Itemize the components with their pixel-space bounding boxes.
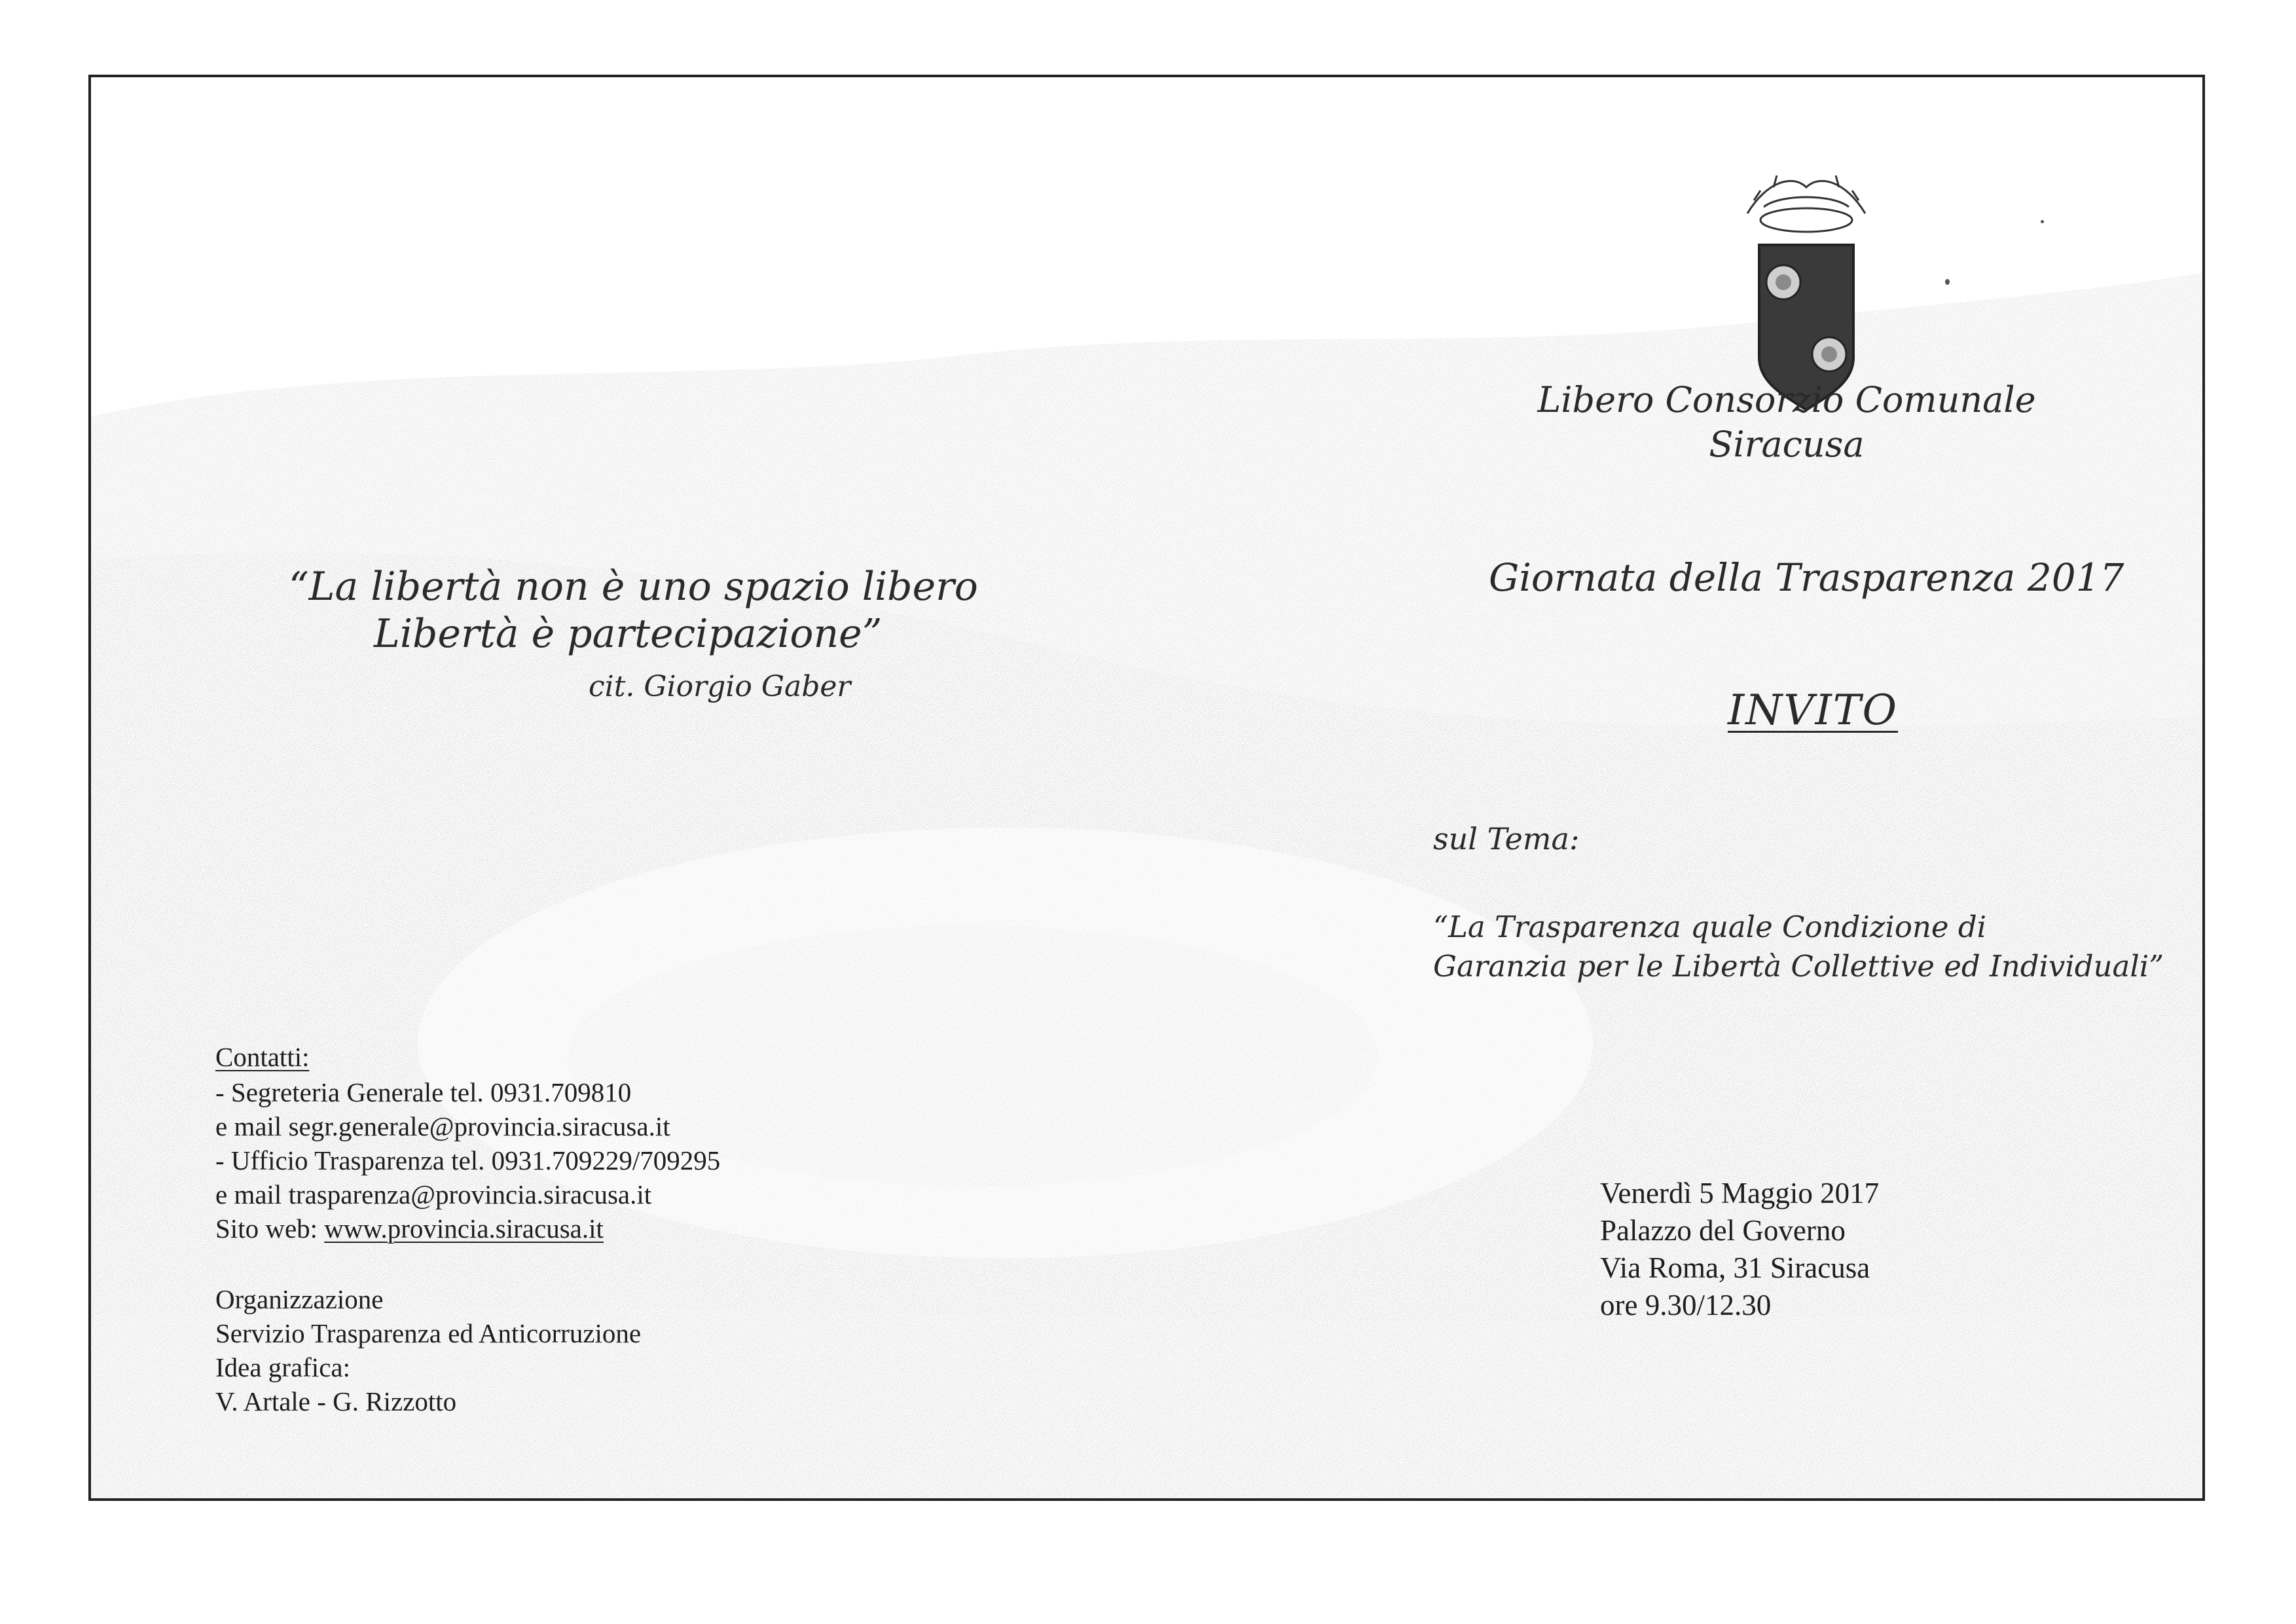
organization-name: Libero Consorzio Comunale (1537, 379, 2036, 420)
invitation-frame (88, 75, 2205, 1501)
credits-graphic-authors: V. Artale - G. Rizzotto (215, 1386, 457, 1416)
contact-segreteria-email[interactable]: e mail segr.generale@provincia.siracusa.it (215, 1111, 670, 1141)
scan-speck (1945, 279, 1950, 285)
invitation-heading: INVITO (1728, 686, 1898, 735)
contact-website (215, 1211, 604, 1246)
contact-segreteria-phone: - Segreteria Generale tel. 0931.709810 (215, 1077, 632, 1107)
contact-trasparenza-phone: - Ufficio Trasparenza tel. 0931.709229/709295 (215, 1145, 721, 1175)
contact-trasparenza-email[interactable]: e mail trasparenza@provincia.siracusa.it (215, 1179, 652, 1209)
credits-organization-service: Servizio Trasparenza ed Anticorruzione (215, 1318, 642, 1348)
quote-citation: cit. Giorgio Gaber (589, 670, 851, 703)
quote-line-1: “La libertà non è uno spazio libero (289, 564, 978, 610)
contacts-heading: Contatti: (215, 1042, 310, 1072)
website-link[interactable]: www.provincia.siracusa.it (324, 1213, 604, 1244)
event-title: Giornata della Trasparenza 2017 (1489, 555, 2124, 600)
website-label: Sito web: (215, 1213, 325, 1244)
event-time: ore 9.30/12.30 (1600, 1289, 1772, 1321)
theme-label: sul Tema: (1433, 821, 1580, 857)
theme-line-1: “La Trasparenza quale Condizione di (1433, 910, 1987, 944)
organization-city: Siracusa (1709, 424, 1865, 465)
quote-line-2: Libertà è partecipazione” (374, 611, 883, 657)
theme-line-2: Garanzia per le Libertà Collettive ed Individuali” (1433, 949, 2164, 984)
event-address: Via Roma, 31 Siracusa (1600, 1251, 1870, 1284)
credits-graphic-label: Idea grafica: (215, 1352, 350, 1382)
event-venue: Palazzo del Governo (1600, 1214, 1846, 1247)
credits-organization-label: Organizzazione (215, 1284, 384, 1314)
scan-speck (2041, 220, 2044, 223)
background-landscape-image (91, 77, 2202, 1498)
event-date: Venerdì 5 Maggio 2017 (1600, 1177, 1880, 1209)
